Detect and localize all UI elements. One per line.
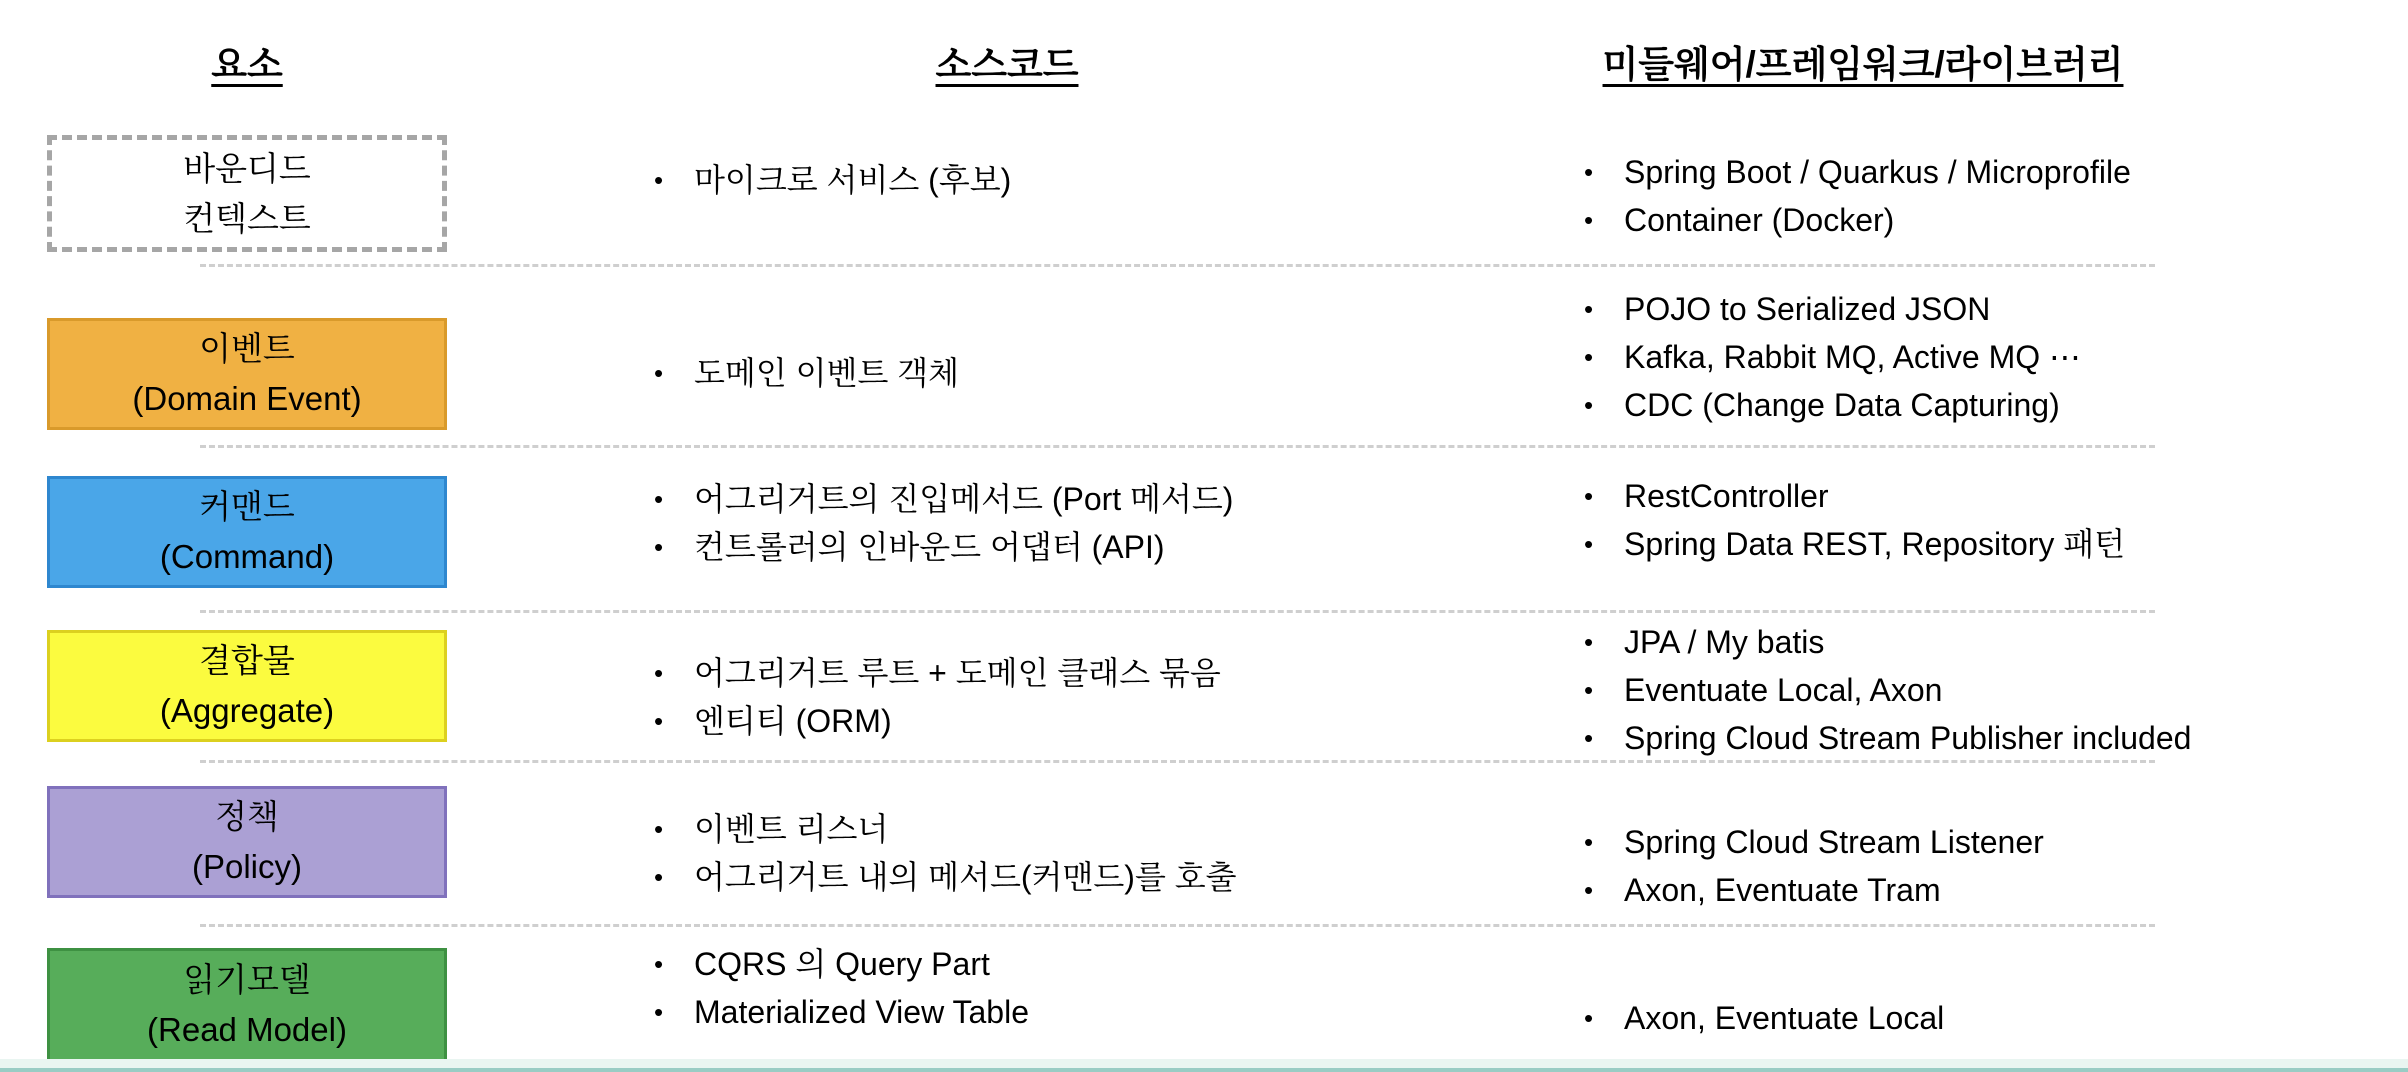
bullet-item: • CDC (Change Data Capturing) xyxy=(1578,381,2406,429)
bullet-item: • POJO to Serialized JSON xyxy=(1578,285,2406,333)
element-box-title: 커맨드 xyxy=(199,488,295,525)
bullet-item: • 컨트롤러의 인바운드 어댑터 (API) xyxy=(648,523,1528,571)
bullet-item: • 도메인 이벤트 객체 xyxy=(648,349,1528,397)
middleware-list xyxy=(1578,994,2406,1042)
bullet-item: • 엔티티 (ORM) xyxy=(648,697,1528,745)
bullet-item: • CQRS 의 Query Part xyxy=(648,940,1528,988)
bullet-item: • RestController xyxy=(1578,472,2406,520)
bullet-item: • Axon, Eventuate Tram xyxy=(1578,866,2406,914)
element-box-title: 이벤트 xyxy=(199,330,295,367)
bullet-item: • Spring Data REST, Repository 패턴 xyxy=(1578,520,2406,568)
bullet-item: • 어그리거트 내의 메서드(커맨드)를 호출 xyxy=(648,853,1528,901)
bullet-item: • Kafka, Rabbit MQ, Active MQ ⋯ xyxy=(1578,333,2406,381)
middleware-list xyxy=(1578,618,2406,762)
bullet-item: • 마이크로 서비스 (후보) xyxy=(648,156,1528,204)
element-box-title: 정책 xyxy=(215,798,279,835)
bullet-item: • Container (Docker) xyxy=(1578,196,2406,244)
element-box-event xyxy=(47,318,447,430)
element-box-subtitle: 컨텍스트 xyxy=(183,199,311,237)
source-list xyxy=(648,156,1528,204)
element-box-bounded-context xyxy=(47,135,447,252)
source-list xyxy=(648,940,1528,1036)
middleware-list xyxy=(1578,148,2406,244)
source-list xyxy=(648,805,1528,901)
middleware-list xyxy=(1578,285,2406,429)
element-box-command xyxy=(47,476,447,588)
element-box-title: 바운디드 xyxy=(183,149,311,187)
element-box-policy xyxy=(47,786,447,898)
bullet-item: • Materialized View Table xyxy=(648,988,1528,1036)
element-box-title: 결합물 xyxy=(199,642,295,679)
source-list xyxy=(648,475,1528,571)
element-box-subtitle: (Read Model) xyxy=(147,1011,347,1048)
row-separator xyxy=(200,445,2155,448)
element-box-read-model xyxy=(47,948,447,1062)
element-box-aggregate xyxy=(47,630,447,742)
source-list xyxy=(648,349,1528,397)
source-list xyxy=(648,649,1528,745)
bullet-item: • 어그리거트 루트 + 도메인 클래스 묶음 xyxy=(648,649,1528,697)
row-separator xyxy=(200,610,2155,613)
bullet-item: • Eventuate Local, Axon xyxy=(1578,666,2406,714)
row-separator xyxy=(200,264,2155,267)
bullet-item: • JPA / My batis xyxy=(1578,618,2406,666)
middleware-list xyxy=(1578,472,2406,568)
row-separator xyxy=(200,924,2155,927)
bullet-item: • Spring Cloud Stream Listener xyxy=(1578,818,2406,866)
bottom-edge-strip xyxy=(0,1059,2408,1072)
bullet-item: • 이벤트 리스너 xyxy=(648,805,1528,853)
column-header-middleware-framework-library: 미들웨어/프레임워크/라이브러리 xyxy=(1602,44,2124,85)
bullet-item: • Spring Cloud Stream Publisher included xyxy=(1578,714,2406,762)
bullet-item: • Axon, Eventuate Local xyxy=(1578,994,2406,1042)
bullet-item: • Spring Boot / Quarkus / Microprofile xyxy=(1578,148,2406,196)
element-box-title: 읽기모델 xyxy=(183,961,311,998)
column-header-element: 요소 xyxy=(211,44,283,85)
bullet-item: • 어그리거트의 진입메서드 (Port 메서드) xyxy=(648,475,1528,523)
element-box-subtitle: (Command) xyxy=(159,538,335,575)
element-box-subtitle: (Policy) xyxy=(191,848,302,885)
element-box-subtitle: (Aggregate) xyxy=(159,692,335,729)
row-separator xyxy=(200,760,2155,763)
column-header-source-code: 소스코드 xyxy=(935,44,1079,85)
middleware-list xyxy=(1578,818,2406,914)
element-box-subtitle: (Domain Event) xyxy=(132,380,362,417)
